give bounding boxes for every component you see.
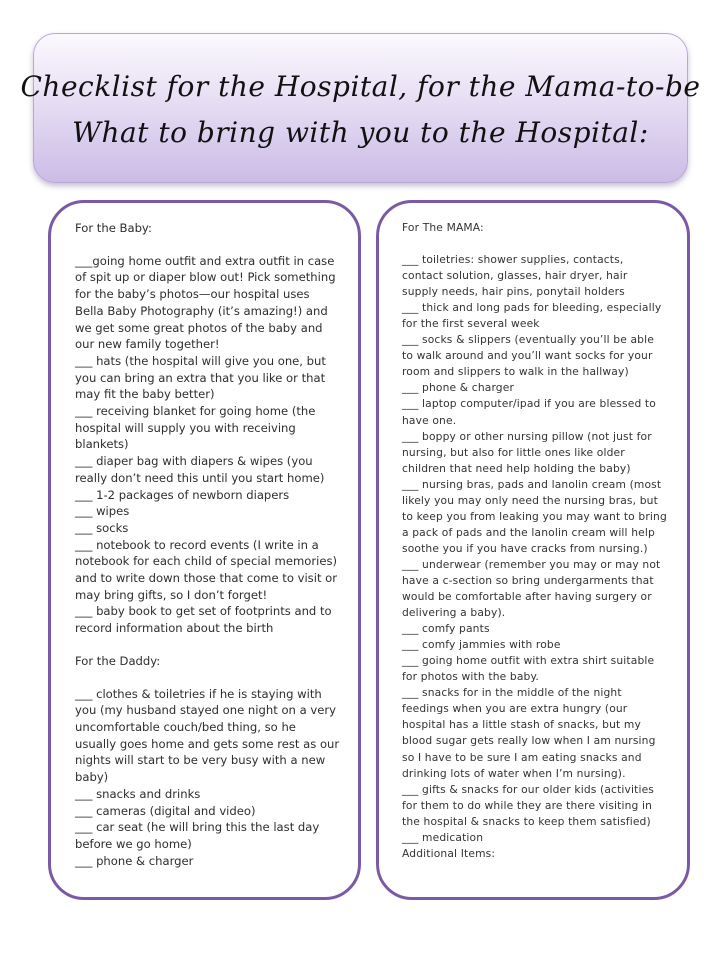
checklist-item: ___ laptop computer/ipad if you are blessed to have one. xyxy=(402,397,656,427)
checklist-item: ___ hats (the hospital will give you one, but you can bring an extra that you like or that may fit the baby better) xyxy=(75,353,326,402)
checklist-item: ___ nursing bras, pads and lanolin cream (most likely you may only need the nursing bras, but to keep you from leaking you may want to bring a pack of pads and the lanolin cream will help soothe you if you have cracks from nursing.) xyxy=(402,477,667,555)
checklist-item: ___ diaper bag with diapers & wipes (you really don’t need this until you start home) xyxy=(75,454,325,485)
checklist-item: ___ clothes & toiletries if he is staying with you (my husband stayed one night on a very uncomfortable couch/bed thing, so he usually goes home and gets some rest as our nights will start to be very busy with a new baby) xyxy=(75,686,340,785)
title-line-2: What to bring with you to the Hospital: xyxy=(72,116,649,149)
daddy-checklist xyxy=(75,686,340,870)
mama-heading: For The MAMA: xyxy=(402,221,484,234)
checklist-item: ___ phone & charger xyxy=(75,853,194,868)
checklist-item: ___ gifts & snacks for our older kids (activities for them to do while they are there visiting in the hospital & snacks to keep them satisfied) xyxy=(402,782,655,828)
checklist-item: ___ medication xyxy=(402,830,484,844)
title-banner xyxy=(20,33,701,183)
checklist-item: ___ going home outfit with extra shirt suitable for photos with the baby. xyxy=(402,654,655,684)
checklist-item: ___ baby book to get set of footprints and to record information about the birth xyxy=(75,604,332,636)
checklist-item: ___ 1-2 packages of newborn diapers xyxy=(75,487,290,502)
checklist-item: ___ comfy pants xyxy=(402,622,490,636)
checklist-item: ___ comfy jammies with robe xyxy=(402,638,561,652)
checklist-item: ___ toiletries: shower supplies, contacts, contact solution, glasses, hair dryer, hair supply needs, hair pins, ponytail holders xyxy=(402,253,628,299)
baby-daddy-panel xyxy=(48,200,361,900)
checklist-item: ___ phone & charger xyxy=(402,381,515,395)
checklist-item: ___ wipes xyxy=(75,504,130,519)
checklist-item: ___ receiving blanket for going home (the hospital will supply you with receiving blankets) xyxy=(75,404,316,452)
checklist-item: ___ car seat (he will bring this the last day before we go home) xyxy=(75,820,320,851)
mama-checklist xyxy=(402,252,667,846)
checklist-item: ___ notebook to record events (I write in a notebook for each child of special memories) and to write down those that come to visit or may bring gifts, so I don’t forget! xyxy=(75,537,338,602)
checklist-item: ___going home outfit and extra outfit in case of spit up or diaper blow out! Pick something for the baby’s photos—our hospital uses Bella Baby Photography (it’s amazing!) and we get some great photos of the baby and our new family together! xyxy=(75,253,336,352)
mama-panel xyxy=(376,200,690,900)
checklist-item: ___ snacks for in the middle of the night feedings when you are extra hungry (our hospital has a little stash of snacks, but my blood sugar gets really low when I am nursing so I have to be sure I am eating snacks and drinking lots of water when I’m nursing). xyxy=(402,686,656,780)
baby-heading: For the Baby: xyxy=(75,221,152,235)
checklist-item: ___ boppy or other nursing pillow (not just for nursing, but also for little ones like older children that need help holding the baby) xyxy=(402,429,652,475)
title-line-1: Checklist for the Hospital, for the Mama-to-be xyxy=(20,70,701,103)
daddy-heading: For the Daddy: xyxy=(75,653,161,668)
checklist-item: ___ cameras (digital and video) xyxy=(75,803,256,818)
checklist-item: ___ underwear (remember you may or may not have a c-section so bring undergarments that would be comfortable after having surgery or delivering a baby). xyxy=(402,557,661,620)
checklist-item: ___ snacks and drinks xyxy=(75,786,201,801)
additional-items-label: Additional Items: xyxy=(402,846,496,860)
baby-checklist xyxy=(75,253,340,637)
checklist-item: ___ thick and long pads for bleeding, especially for the first several week xyxy=(402,301,662,331)
checklist-item: ___ socks xyxy=(75,520,129,535)
checklist-item: ___ socks & slippers (eventually you’ll be able to walk around and you’ll want socks for your room and slippers to walk in the hallway) xyxy=(402,333,654,379)
